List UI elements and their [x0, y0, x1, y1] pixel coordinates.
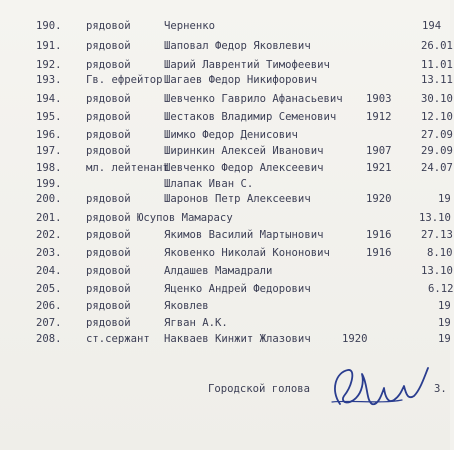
table-row: [0, 331, 450, 347]
row-number: 200.: [36, 193, 62, 205]
row-full-name: Яковлев: [164, 300, 209, 312]
row-rank: Гв. ефрейтор: [86, 74, 163, 86]
table-row: [0, 315, 450, 331]
row-full-name: Шевченко Гаврило Афанасьевич: [164, 93, 343, 105]
table-row: [0, 143, 453, 159]
row-birth-year: 1920: [366, 193, 392, 205]
row-rank: рядовой: [86, 247, 131, 259]
row-full-name: Шлапак Иван С.: [164, 178, 254, 190]
row-date: 11.01: [421, 59, 453, 71]
handwritten-signature: [322, 360, 432, 416]
row-full-name: Яковенко Николай Кононович: [164, 247, 330, 259]
table-row: [0, 245, 453, 261]
row-full-name: Шестаков Владимир Семенович: [164, 111, 337, 123]
row-number: 196.: [36, 129, 62, 141]
row-number: 192.: [36, 59, 62, 71]
row-number: 197.: [36, 145, 62, 157]
row-date: 13.10: [421, 265, 453, 277]
row-rank: рядовой: [86, 193, 131, 205]
row-rank: рядовой Юсупов Мамарасу: [86, 212, 233, 224]
row-date: 27.13: [421, 229, 453, 241]
row-full-name: Шаповал Федор Яковлевич: [164, 40, 311, 52]
row-date: 19: [438, 333, 451, 345]
row-birth-year: 1907: [366, 145, 392, 157]
row-number: 198.: [36, 162, 62, 174]
row-birth-year: 1903: [366, 93, 392, 105]
row-date: 13.10: [419, 212, 451, 224]
row-number: 190.: [36, 20, 62, 32]
row-rank: рядовой: [86, 20, 131, 32]
row-number: 195.: [36, 111, 62, 123]
row-rank: мл. лейтенант: [86, 162, 169, 174]
row-date: 19: [438, 317, 451, 329]
table-row: [0, 210, 450, 226]
row-date: 8.10: [427, 247, 453, 259]
row-date: 27.09: [421, 129, 453, 141]
footer-initial: З.: [434, 383, 447, 395]
table-row: [0, 38, 453, 54]
table-row: [0, 127, 453, 143]
row-rank: рядовой: [86, 129, 131, 141]
row-number: 208.: [36, 333, 62, 345]
row-full-name: Якимов Василий Мартынович: [164, 229, 324, 241]
row-full-name: Шаронов Петр Алексеевич: [164, 193, 311, 205]
table-row: [0, 227, 453, 243]
row-full-name: Шевченко Федор Алексеевич: [164, 162, 324, 174]
row-rank: рядовой: [86, 111, 131, 123]
row-date: 29.09: [421, 145, 453, 157]
row-birth-year: 1921: [366, 162, 392, 174]
row-number: 204.: [36, 265, 62, 277]
row-date: 13.11: [421, 74, 453, 86]
table-row: [0, 176, 450, 192]
row-date: 19: [438, 300, 451, 312]
row-date: 30.10: [421, 93, 453, 105]
row-full-name: Черненко: [164, 20, 216, 32]
row-number: 206.: [36, 300, 62, 312]
table-row: [0, 263, 453, 279]
row-rank: рядовой: [86, 300, 131, 312]
row-number: 191.: [36, 40, 62, 52]
row-date: 6.12: [428, 283, 454, 295]
row-full-name: Ширинкин Алексей Иванович: [164, 145, 324, 157]
row-number: 199.: [36, 178, 62, 190]
row-number: 207.: [36, 317, 62, 329]
row-date: 26.01: [421, 40, 453, 52]
table-row: [0, 91, 453, 107]
row-rank: рядовой: [86, 265, 131, 277]
row-rank: рядовой: [86, 59, 131, 71]
row-birth-year: 1920: [342, 333, 368, 345]
row-number: 193.: [36, 74, 62, 86]
row-full-name: Шимко Федор Денисович: [164, 129, 298, 141]
row-birth-year: 1912: [366, 111, 392, 123]
row-rank: рядовой: [86, 283, 131, 295]
row-number: 203.: [36, 247, 62, 259]
row-date: 24.07: [421, 162, 453, 174]
row-birth-year: 1916: [366, 247, 392, 259]
row-number: 205.: [36, 283, 62, 295]
row-number: 194.: [36, 93, 62, 105]
row-number: 202.: [36, 229, 62, 241]
table-row: [0, 160, 453, 176]
row-full-name: Ягван А.К.: [164, 317, 228, 329]
row-birth-year: 1916: [366, 229, 392, 241]
row-date: 12.10: [421, 111, 453, 123]
row-rank: ст.сержант: [86, 333, 150, 345]
table-row: [0, 191, 450, 207]
row-date: 194: [422, 20, 442, 32]
row-full-name: Яценко Андрей Федорович: [164, 283, 311, 295]
row-number: 201.: [36, 212, 62, 224]
table-row: [0, 18, 450, 34]
footer-signatory-title: Городской голова: [208, 383, 311, 395]
table-row: [0, 298, 450, 314]
row-full-name: Накваев Кинжит Жлазович: [164, 333, 311, 345]
table-row: [0, 109, 453, 125]
row-rank: рядовой: [86, 93, 131, 105]
table-row: [0, 281, 454, 297]
table-row: [0, 57, 453, 73]
table-row: [0, 72, 453, 88]
row-full-name: Алдашев Мамадрали: [164, 265, 273, 277]
row-rank: рядовой: [86, 317, 131, 329]
row-full-name: Шарий Лаврентий Тимофеевич: [164, 59, 330, 71]
row-full-name: Шагаев Федор Никифорович: [164, 74, 318, 86]
row-date: 19: [438, 193, 451, 205]
row-rank: рядовой: [86, 40, 131, 52]
row-rank: рядовой: [86, 145, 131, 157]
row-rank: рядовой: [86, 229, 131, 241]
